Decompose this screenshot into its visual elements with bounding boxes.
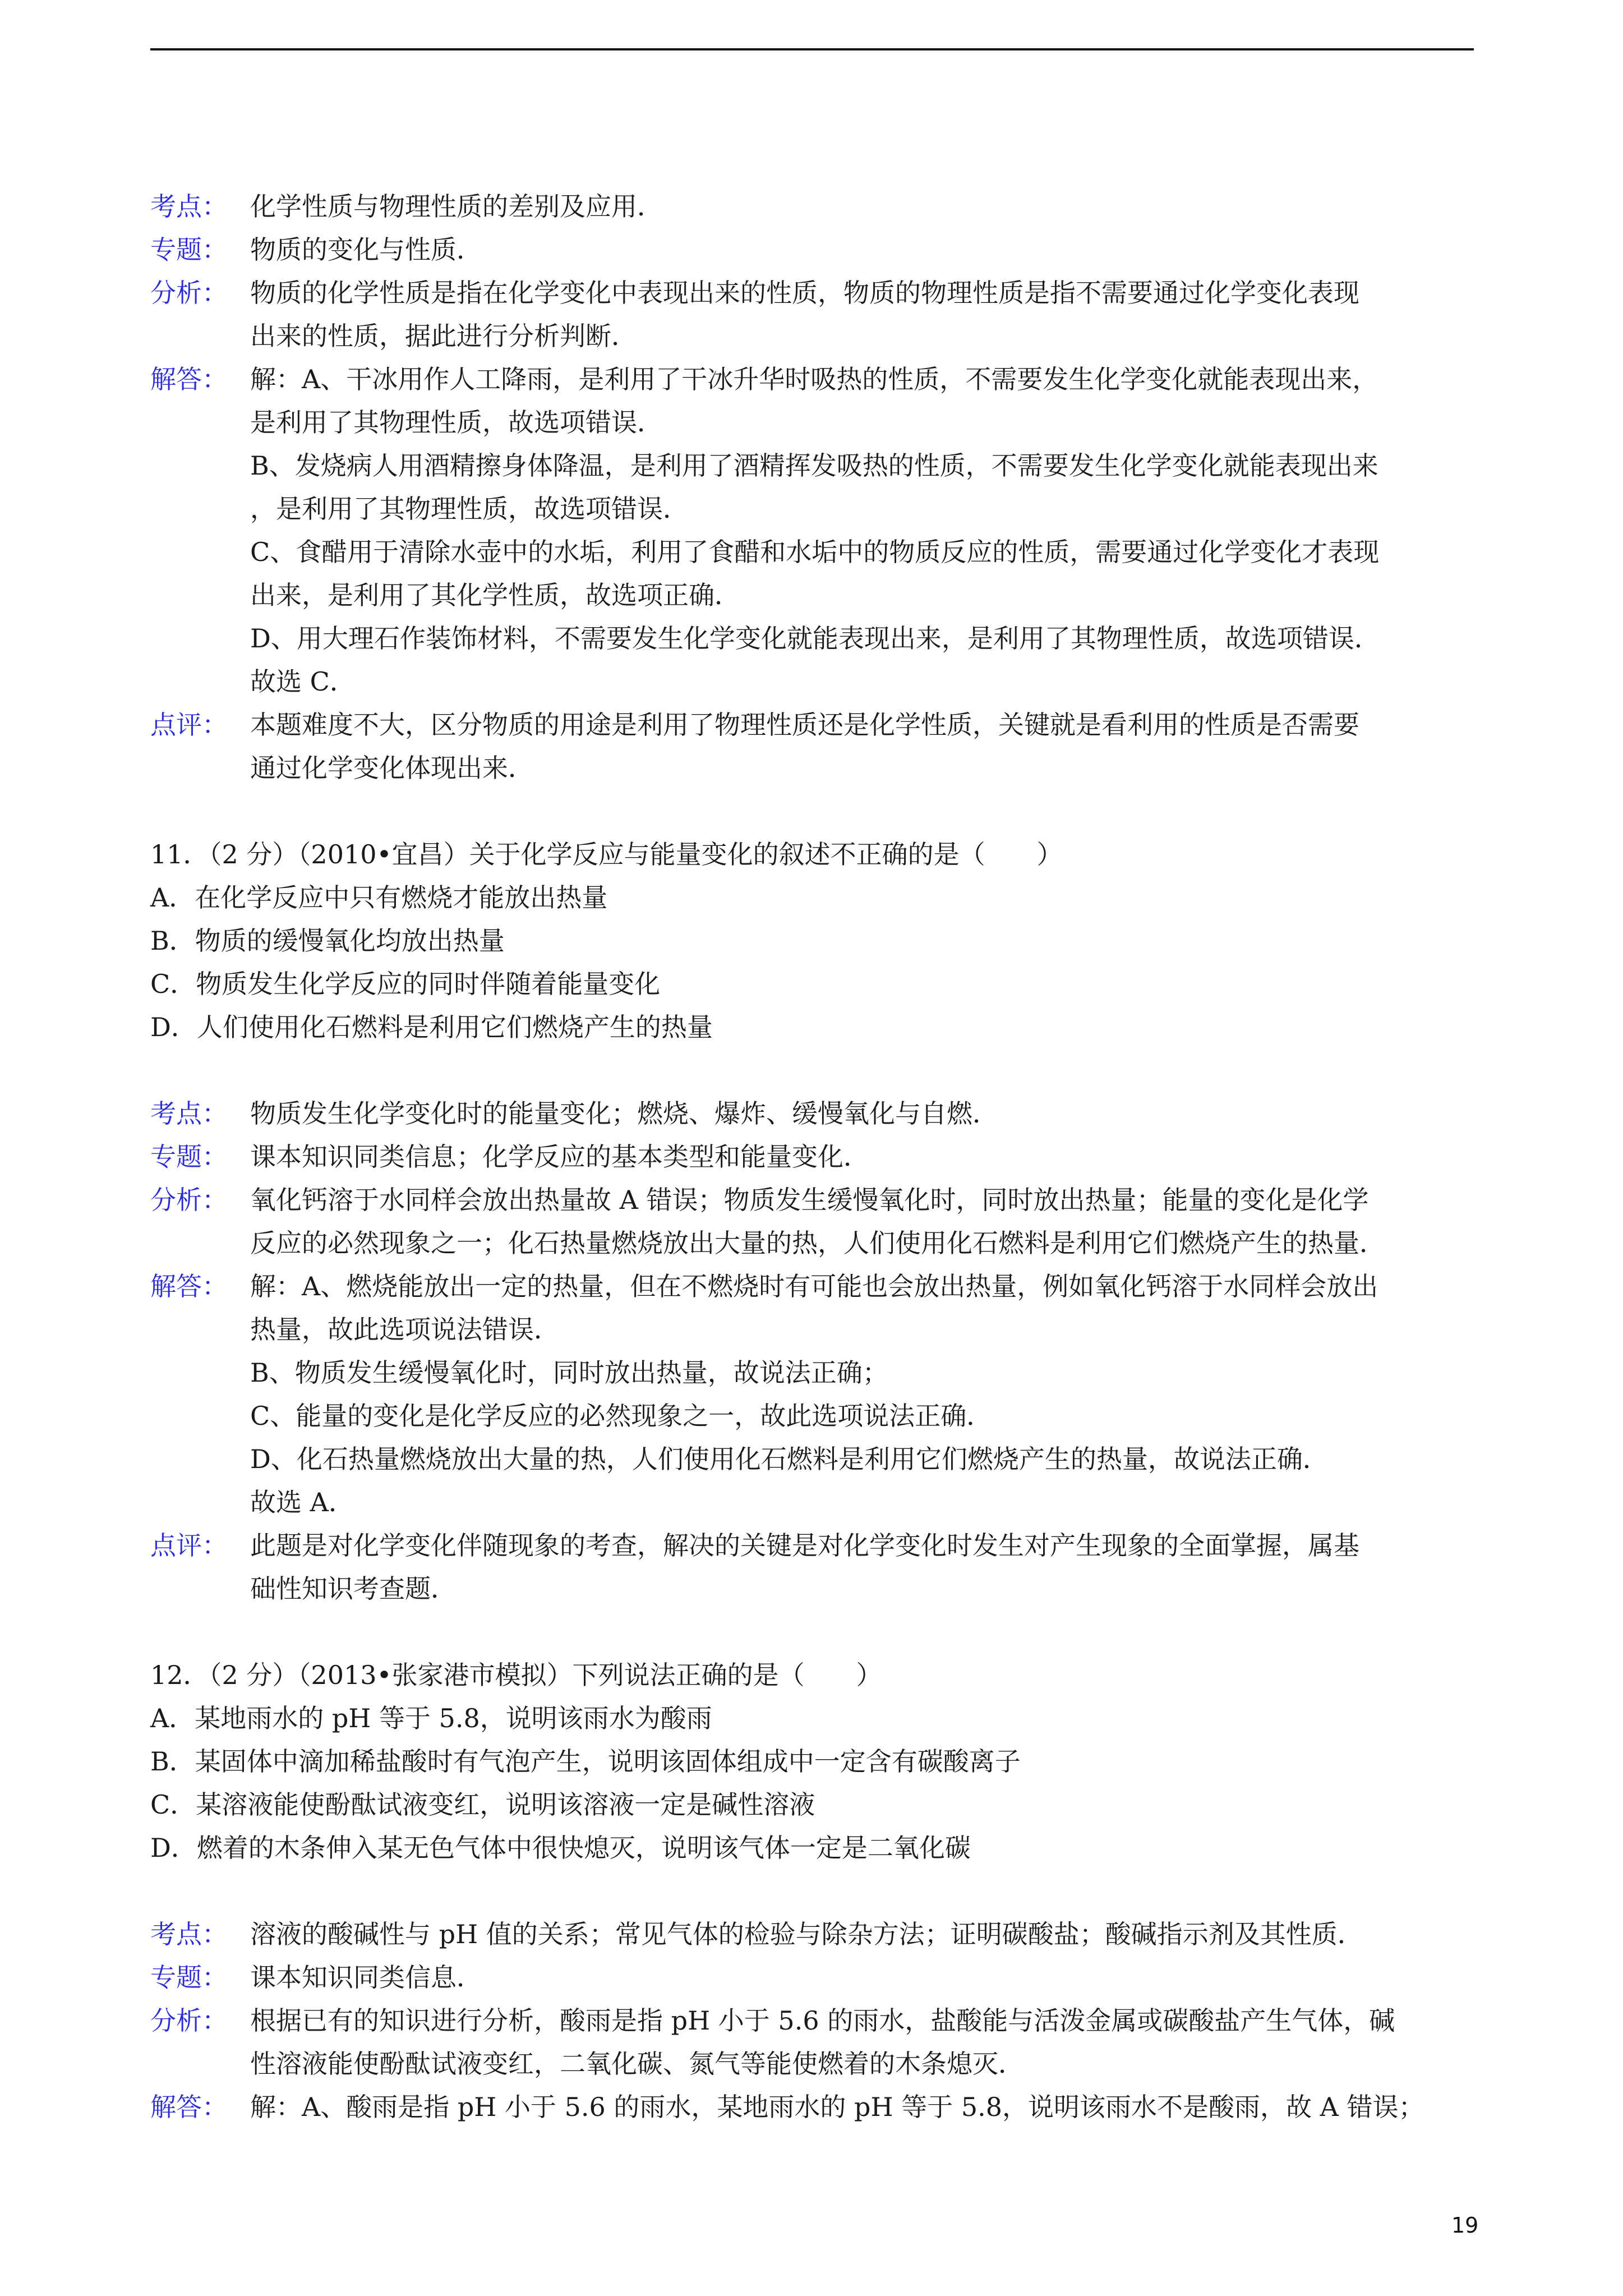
analysis-label: 分析：	[150, 1185, 228, 1215]
answer-option: D．人们使用化石燃料是利用它们燃烧产生的热量	[150, 1012, 713, 1042]
analysis-label: 考点：	[150, 1098, 228, 1129]
text-line: 解：A、干冰用作人工降雨，是利用了干冰升华时吸热的性质，不需要发生化学变化就能表现出来，	[250, 364, 1378, 394]
analysis-text	[250, 1913, 1474, 1956]
analysis-row	[150, 1265, 1474, 1524]
analysis-text	[250, 1265, 1474, 1524]
text-line: D、用大理石作装饰材料，不需要发生化学变化就能表现出来，是利用了其物理性质，故选项错误．	[250, 623, 1380, 654]
analysis-row	[150, 1092, 1474, 1135]
answer-option: B．某固体中滴加稀盐酸时有气泡产生，说明该固体组成中一定含有碳酸离子	[150, 1746, 1021, 1777]
text-line: 解：A、酸雨是指 pH 小于 5.6 的雨水，某地雨水的 pH 等于 5.8，说明该雨水不是酸雨，故 A 错误；	[250, 2092, 1424, 2122]
text-line: 课本知识同类信息．	[250, 1962, 482, 1993]
text-line: 课本知识同类信息；化学反应的基本类型和能量变化．	[250, 1142, 869, 1172]
text-line: 本题难度不大，区分物质的用途是利用了物理性质还是化学性质，关键就是看利用的性质是否需要	[250, 710, 1359, 740]
analysis-row	[150, 1135, 1474, 1179]
analysis-label: 分析：	[150, 278, 228, 308]
block-gap	[150, 1611, 1474, 1654]
analysis-label: 考点：	[150, 1919, 228, 1949]
text-line: 是利用了其物理性质，故选项错误．	[250, 407, 663, 438]
analysis-label: 解答：	[150, 1271, 228, 1301]
analysis-label: 分析：	[150, 2005, 228, 2036]
analysis-row	[150, 1956, 1474, 1999]
analysis-label: 解答：	[150, 364, 228, 394]
text-line: 根据已有的知识进行分析，酸雨是指 pH 小于 5.6 的雨水，盐酸能与活泼金属或碳酸盐产生气体，碱	[250, 2005, 1395, 2036]
analysis-text	[250, 2086, 1474, 2129]
analysis-row	[150, 703, 1474, 790]
text-line: 解：A、燃烧能放出一定的热量，但在不燃烧时有可能也会放出热量，例如氧化钙溶于水同样会放出	[250, 1271, 1378, 1301]
text-line: 溶液的酸碱性与 pH 值的关系；常见气体的检验与除杂方法；证明碳酸盐；酸碱指示剂及其性质．	[250, 1919, 1363, 1949]
header-rule	[150, 48, 1474, 50]
text-line: 出来，是利用了其化学性质，故选项正确．	[250, 580, 740, 610]
question-stem: 11．（2 分）（2010•宜昌）关于化学反应与能量变化的叙述不正确的是（ ）	[150, 839, 1063, 869]
text-line: 此题是对化学变化伴随现象的考查，解决的关键是对化学变化时发生对产生现象的全面掌握，属基	[250, 1530, 1359, 1561]
analysis-text	[250, 1179, 1474, 1265]
answer-option: D．燃着的木条伸入某无色气体中很快熄灭，说明该气体一定是二氧化碳	[150, 1833, 971, 1863]
analysis-row	[150, 358, 1474, 703]
analysis-text	[250, 1524, 1474, 1611]
analysis-text	[250, 358, 1474, 703]
text-line: 故选 C．	[250, 666, 356, 697]
analysis-text	[250, 703, 1474, 790]
question-stem: 12．（2 分）（2013•张家港市模拟）下列说法正确的是（ ）	[150, 1660, 882, 1690]
analysis-label: 考点：	[150, 191, 228, 222]
text-line: 物质发生化学变化时的能量变化；燃烧、爆炸、缓慢氧化与自燃．	[250, 1098, 998, 1129]
analysis-row	[150, 185, 1474, 228]
analysis-text	[250, 185, 1474, 228]
text-line: 出来的性质，据此进行分析判断．	[250, 321, 637, 351]
analysis-block	[150, 1092, 1474, 1611]
analysis-row	[150, 1999, 1474, 2086]
analysis-block	[150, 1913, 1474, 2129]
page-content	[150, 185, 1474, 2129]
question-block	[150, 1654, 1474, 1870]
block-gap	[150, 790, 1474, 833]
text-line: 化学性质与物理性质的差别及应用．	[250, 191, 663, 222]
answer-option: A．某地雨水的 pH 等于 5.8，说明该雨水为酸雨	[150, 1703, 712, 1733]
block-gap	[150, 1870, 1474, 1913]
text-line: 反应的必然现象之一；化石热量燃烧放出大量的热，人们使用化石燃料是利用它们燃烧产生的热量．	[250, 1228, 1385, 1258]
text-line: 物质的化学性质是指在化学变化中表现出来的性质，物质的物理性质是指不需要通过化学变化表现	[250, 278, 1359, 308]
text-line: 氧化钙溶于水同样会放出热量故 A 错误；物质发生缓慢氧化时，同时放出热量；能量的变化是化学	[250, 1185, 1369, 1215]
text-line: 性溶液能使酚酞试液变红，二氧化碳、氮气等能使燃着的木条熄灭．	[250, 2049, 1024, 2079]
text-line: C、能量的变化是化学反应的必然现象之一，故此选项说法正确．	[250, 1401, 993, 1431]
text-line: 通过化学变化体现出来．	[250, 753, 534, 783]
analysis-text	[250, 1092, 1474, 1135]
analysis-text	[250, 228, 1474, 272]
analysis-text	[250, 272, 1474, 358]
analysis-row	[150, 1524, 1474, 1611]
text-line: B、发烧病人用酒精擦身体降温，是利用了酒精挥发吸热的性质，不需要发生化学变化就能表现出来	[250, 450, 1378, 481]
text-line: C、食醋用于清除水壶中的水垢，利用了食醋和水垢中的物质反应的性质，需要通过化学变化才表现	[250, 537, 1380, 567]
answer-option: C．物质发生化学反应的同时伴随着能量变化	[150, 969, 661, 999]
analysis-label: 专题：	[150, 1142, 228, 1172]
analysis-text	[250, 1956, 1474, 1999]
answer-option: A．在化学反应中只有燃烧才能放出热量	[150, 882, 608, 913]
analysis-row	[150, 1913, 1474, 1956]
analysis-label: 点评：	[150, 710, 228, 740]
analysis-row	[150, 1179, 1474, 1265]
analysis-text	[250, 1999, 1474, 2086]
analysis-block	[150, 185, 1474, 790]
analysis-label: 点评：	[150, 1530, 228, 1561]
analysis-text	[250, 1135, 1474, 1179]
analysis-label: 解答：	[150, 2092, 228, 2122]
block-gap	[150, 1049, 1474, 1092]
analysis-row	[150, 272, 1474, 358]
text-line: 热量，故此选项说法错误．	[250, 1314, 560, 1345]
text-line: 故选 A．	[250, 1487, 354, 1517]
text-line: ，是利用了其物理性质，故选项错误．	[250, 494, 689, 524]
analysis-label: 专题：	[150, 234, 228, 265]
analysis-row	[150, 228, 1474, 272]
text-line: 物质的变化与性质．	[250, 234, 482, 265]
answer-option: C．某溶液能使酚酞试液变红，说明该溶液一定是碱性溶液	[150, 1789, 815, 1820]
text-line: 础性知识考查题．	[250, 1573, 457, 1604]
text-line: B、物质发生缓慢氧化时，同时放出热量，故说法正确；	[250, 1358, 888, 1388]
text-line: D、化石热量燃烧放出大量的热，人们使用化石燃料是利用它们燃烧产生的热量，故说法正确．	[250, 1444, 1329, 1474]
page-number: 19	[1451, 2213, 1479, 2238]
analysis-label: 专题：	[150, 1962, 228, 1993]
question-block	[150, 833, 1474, 1049]
answer-option: B．物质的缓慢氧化均放出热量	[150, 926, 505, 956]
analysis-row	[150, 2086, 1474, 2129]
